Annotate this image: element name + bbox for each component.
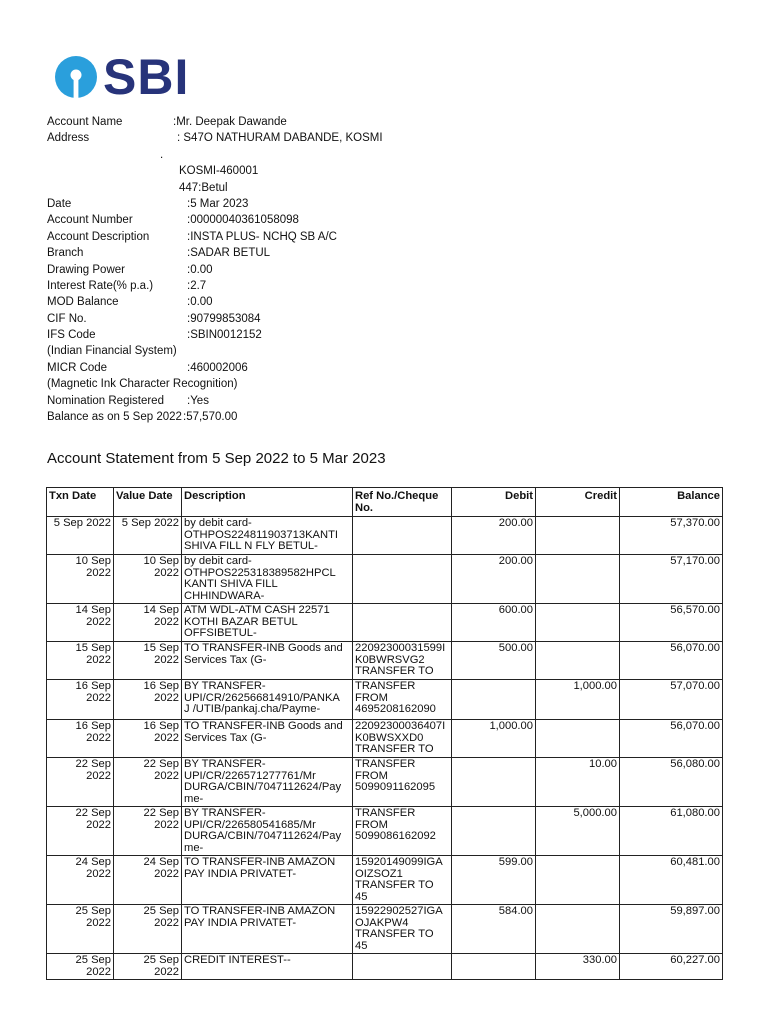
description-cell <box>182 555 353 604</box>
debit-cell <box>452 954 536 980</box>
credit-cell: 10.00 <box>536 758 620 807</box>
sbi-keyhole-icon <box>55 56 97 98</box>
ref-no-cell-line: 22092300036407I <box>355 720 446 732</box>
detail-value: :57,570.00 <box>183 411 238 424</box>
header-debit: Debit <box>452 488 536 517</box>
txn-date-cell-line: 2022 <box>86 566 111 579</box>
account-detail-row <box>47 343 727 359</box>
ref-no-cell <box>353 517 452 555</box>
value-date-cell <box>114 604 182 642</box>
detail-label: Nomination Registered <box>47 394 164 407</box>
ref-no-cell-line: 5099091162095 <box>355 781 436 793</box>
value-date-cell-line: 16 Sep <box>143 680 179 692</box>
description-cell-line: BY TRANSFER- <box>184 807 266 819</box>
detail-value: :5 Mar 2023 <box>187 197 249 210</box>
table-row <box>47 758 723 807</box>
description-cell <box>182 807 353 856</box>
table-row <box>47 680 723 720</box>
detail-label: MOD Balance <box>47 296 119 309</box>
table-row <box>47 517 723 555</box>
ref-no-cell <box>353 856 452 905</box>
description-cell-line: by debit card- <box>184 555 252 567</box>
debit-cell <box>452 758 536 807</box>
header-balance: Balance <box>620 488 723 517</box>
txn-date-cell-line: 2022 <box>86 867 111 880</box>
detail-value: :00000040361058098 <box>187 214 299 227</box>
description-cell-line: PAY INDIA PRIVATET- <box>184 867 297 880</box>
account-detail-row <box>47 393 727 409</box>
account-detail-row <box>47 376 727 392</box>
txn-date-cell-line: 15 Sep <box>75 642 111 654</box>
detail-value: :460002006 <box>187 361 248 374</box>
value-date-cell-line: 25 Sep <box>143 905 179 917</box>
description-cell-line: OFFSIBETUL- <box>184 627 257 639</box>
value-date-cell-line: 16 Sep <box>143 720 179 732</box>
value-date-cell-line: 2022 <box>154 769 179 782</box>
description-cell-line: UPI/CR/226580541685/Mr <box>184 818 316 831</box>
txn-date-cell-line: 2022 <box>86 653 111 666</box>
txn-date-cell-line: 25 Sep <box>75 954 111 966</box>
detail-value: :0.00 <box>187 296 213 309</box>
ref-no-cell-line: TRANSFER TO <box>355 743 434 755</box>
txn-date-cell <box>47 680 114 720</box>
description-cell-line: BY TRANSFER- <box>184 758 266 770</box>
value-date-cell-line: 2022 <box>154 691 179 704</box>
detail-label: (Indian Financial System) <box>47 345 177 358</box>
ref-no-cell <box>353 807 452 856</box>
description-cell-line: by debit card- <box>184 517 252 529</box>
txn-date-cell-line: 2022 <box>86 769 111 782</box>
description-cell-line: me- <box>184 841 204 854</box>
detail-value: :Yes <box>187 394 209 407</box>
value-date-cell-line: 5 Sep 2022 <box>121 517 179 529</box>
txn-date-cell <box>47 954 114 980</box>
txn-date-cell-line: 16 Sep <box>75 720 111 732</box>
description-cell-line: SHIVA FILL N FLY BETUL- <box>184 540 318 552</box>
balance-cell: 56,080.00 <box>620 758 723 807</box>
value-date-cell-line: 14 Sep <box>143 604 179 616</box>
ref-no-cell-line: TRANSFER <box>355 807 416 819</box>
debit-cell: 1,000.00 <box>452 720 536 758</box>
header-credit: Credit <box>536 488 620 517</box>
table-row <box>47 905 723 954</box>
credit-cell <box>536 856 620 905</box>
value-date-cell-line: 2022 <box>154 731 179 744</box>
value-date-cell-line: 2022 <box>154 653 179 666</box>
value-date-cell-line: 24 Sep <box>143 856 179 868</box>
description-cell <box>182 604 353 642</box>
debit-cell: 599.00 <box>452 856 536 905</box>
detail-value: KOSMI-460001 <box>179 165 259 178</box>
detail-label: Date <box>47 197 72 210</box>
value-date-cell <box>114 680 182 720</box>
description-cell <box>182 517 353 555</box>
txn-date-cell-line: 2022 <box>86 965 111 978</box>
debit-cell: 600.00 <box>452 604 536 642</box>
ref-no-cell-line: 15922902527IGA <box>355 905 443 917</box>
debit-cell: 200.00 <box>452 517 536 555</box>
balance-cell: 59,897.00 <box>620 905 723 954</box>
detail-value: . <box>160 148 164 161</box>
sbi-logo <box>55 49 190 105</box>
ref-no-cell <box>353 555 452 604</box>
balance-cell: 57,370.00 <box>620 517 723 555</box>
account-detail-row <box>47 294 727 310</box>
description-cell <box>182 954 353 980</box>
balance-cell: 60,481.00 <box>620 856 723 905</box>
txn-date-cell-line: 2022 <box>86 818 111 831</box>
credit-cell <box>536 720 620 758</box>
txn-date-cell-line: 24 Sep <box>75 856 111 868</box>
balance-cell: 60,227.00 <box>620 954 723 980</box>
detail-value: :90799853084 <box>187 312 261 325</box>
description-cell-line: PAY INDIA PRIVATET- <box>184 916 297 929</box>
txn-date-cell-line: 14 Sep <box>75 604 111 616</box>
account-detail-row <box>47 163 727 179</box>
ref-no-cell-line: FROM <box>355 818 388 831</box>
ref-no-cell-line: TRANSFER <box>355 680 416 692</box>
txn-date-cell <box>47 555 114 604</box>
description-cell <box>182 856 353 905</box>
ref-no-cell-line: OJAKPW4 <box>355 916 409 929</box>
value-date-cell <box>114 720 182 758</box>
table-row <box>47 856 723 905</box>
value-date-cell-line: 10 Sep <box>143 555 179 567</box>
description-cell-line: TO TRANSFER-INB Goods and <box>184 720 343 732</box>
table-row <box>47 720 723 758</box>
ref-no-cell-line: TRANSFER TO <box>355 928 434 940</box>
ref-no-cell-line: TRANSFER <box>355 758 416 770</box>
ref-no-cell <box>353 604 452 642</box>
ref-no-cell-line: 4695208162090 <box>355 703 436 715</box>
description-cell-line: KANTI SHIVA FILL <box>184 578 278 590</box>
detail-value: :2.7 <box>187 279 207 292</box>
table-row <box>47 555 723 604</box>
detail-label: Branch <box>47 247 84 260</box>
txn-date-cell <box>47 517 114 555</box>
txn-date-cell-line: 22 Sep <box>75 758 111 770</box>
value-date-cell <box>114 555 182 604</box>
value-date-cell-line: 2022 <box>154 965 179 978</box>
account-detail-row <box>47 409 727 425</box>
table-header-row <box>47 488 723 517</box>
ref-no-cell-line: K0BWSXXD0 <box>355 731 424 744</box>
ref-no-cell <box>353 680 452 720</box>
txn-date-cell-line: 25 Sep <box>75 905 111 917</box>
account-detail-row <box>47 196 727 212</box>
ref-no-cell-line: 22092300031599I <box>355 642 446 654</box>
balance-cell: 57,070.00 <box>620 680 723 720</box>
ref-no-cell <box>353 954 452 980</box>
detail-label: Drawing Power <box>47 263 125 276</box>
value-date-cell <box>114 642 182 680</box>
detail-label: Account Number <box>47 214 133 227</box>
account-detail-row <box>47 147 727 163</box>
detail-label: Balance as on 5 Sep 2022 <box>47 411 182 424</box>
txn-date-cell <box>47 758 114 807</box>
value-date-cell-line: 2022 <box>154 818 179 831</box>
statement-table <box>46 487 723 980</box>
credit-cell: 5,000.00 <box>536 807 620 856</box>
description-cell-line: UPI/CR/262566814910/PANKA <box>184 691 340 704</box>
description-cell <box>182 720 353 758</box>
value-date-cell <box>114 807 182 856</box>
txn-date-cell <box>47 856 114 905</box>
account-detail-row <box>47 180 727 196</box>
value-date-cell-line: 2022 <box>154 615 179 628</box>
credit-cell <box>536 642 620 680</box>
header-txn-date: Txn Date <box>47 488 114 517</box>
debit-cell <box>452 680 536 720</box>
ref-no-cell-line: 5099086162092 <box>355 830 436 842</box>
header-value-date: Value Date <box>114 488 182 517</box>
credit-cell: 1,000.00 <box>536 680 620 720</box>
description-cell-line: Services Tax (G- <box>184 653 267 666</box>
description-cell <box>182 680 353 720</box>
detail-label: Interest Rate(% p.a.) <box>47 279 154 292</box>
description-cell-line: DURGA/CBIN/7047112624/Pay <box>184 781 342 793</box>
ref-no-cell-line: 45 <box>355 939 368 952</box>
detail-label: (Magnetic Ink Character Recognition) <box>47 378 238 391</box>
account-detail-row <box>47 212 727 228</box>
description-cell <box>182 905 353 954</box>
txn-date-cell <box>47 642 114 680</box>
txn-date-cell-line: 22 Sep <box>75 807 111 819</box>
account-detail-row <box>47 278 727 294</box>
ref-no-cell-line: FROM <box>355 691 388 704</box>
balance-cell: 57,170.00 <box>620 555 723 604</box>
ref-no-cell <box>353 642 452 680</box>
ref-no-cell <box>353 720 452 758</box>
description-cell-line: KOTHI BAZAR BETUL <box>184 615 298 628</box>
description-cell-line: OTHPOS224811903713KANTI <box>184 528 339 541</box>
credit-cell <box>536 604 620 642</box>
ref-no-cell-line: 45 <box>355 890 368 903</box>
detail-value: :SADAR BETUL <box>187 247 271 260</box>
ref-no-cell-line: OIZSOZ1 <box>355 867 403 880</box>
description-cell-line: TO TRANSFER-INB AMAZON <box>184 856 336 868</box>
value-date-cell-line: 2022 <box>154 566 179 579</box>
balance-cell: 56,570.00 <box>620 604 723 642</box>
credit-cell: 330.00 <box>536 954 620 980</box>
brand-name: SBI <box>103 49 190 105</box>
value-date-cell <box>114 758 182 807</box>
ref-no-cell-line: 15920149099IGA <box>355 856 443 868</box>
description-cell-line: UPI/CR/226571277761/Mr <box>184 769 316 782</box>
txn-date-cell-line: 10 Sep <box>75 555 111 567</box>
credit-cell <box>536 517 620 555</box>
table-row <box>47 954 723 980</box>
value-date-cell <box>114 517 182 555</box>
account-detail-row <box>47 327 727 343</box>
value-date-cell-line: 15 Sep <box>143 642 179 654</box>
txn-date-cell <box>47 604 114 642</box>
description-cell <box>182 642 353 680</box>
description-cell-line: BY TRANSFER- <box>184 680 266 692</box>
account-detail-row <box>47 311 727 327</box>
txn-date-cell-line: 2022 <box>86 615 111 628</box>
description-cell-line: Services Tax (G- <box>184 731 267 744</box>
value-date-cell <box>114 954 182 980</box>
debit-cell <box>452 807 536 856</box>
value-date-cell <box>114 905 182 954</box>
detail-label: IFS Code <box>47 329 96 342</box>
txn-date-cell-line: 16 Sep <box>75 680 111 692</box>
detail-label: CIF No. <box>47 312 87 325</box>
value-date-cell-line: 2022 <box>154 867 179 880</box>
description-cell <box>182 758 353 807</box>
description-cell-line: TO TRANSFER-INB Goods and <box>184 642 343 654</box>
detail-label: MICR Code <box>47 361 108 374</box>
detail-label: Account Name <box>47 116 123 128</box>
statement-title: Account Statement from 5 Sep 2022 to 5 Mar 2023 <box>47 450 386 467</box>
detail-value: 447:Betul <box>179 181 228 194</box>
value-date-cell-line: 22 Sep <box>143 807 179 819</box>
description-cell-line: CHHINDWARA- <box>184 589 265 602</box>
description-cell-line: ATM WDL-ATM CASH 22571 <box>184 604 330 616</box>
detail-value: :SBIN0012152 <box>187 329 262 342</box>
txn-date-cell <box>47 807 114 856</box>
detail-label: Address <box>47 132 90 145</box>
detail-value: :0.00 <box>187 263 213 276</box>
credit-cell <box>536 905 620 954</box>
account-detail-row <box>47 114 727 130</box>
account-detail-row <box>47 360 727 376</box>
description-cell-line: CREDIT INTEREST-- <box>184 954 291 966</box>
ref-no-cell-line: TRANSFER TO <box>355 665 434 677</box>
table-row <box>47 604 723 642</box>
account-detail-row <box>47 229 727 245</box>
value-date-cell-line: 25 Sep <box>143 954 179 966</box>
balance-cell: 56,070.00 <box>620 720 723 758</box>
account-detail-row <box>47 130 727 146</box>
account-details <box>47 114 727 425</box>
txn-date-cell-line: 5 Sep 2022 <box>53 517 111 529</box>
ref-no-cell-line: FROM <box>355 769 388 782</box>
debit-cell: 200.00 <box>452 555 536 604</box>
description-cell-line: OTHPOS225318389582HPCL <box>184 566 336 579</box>
header-description: Description <box>182 488 353 517</box>
table-row <box>47 642 723 680</box>
header-ref-no: Ref No./Cheque No. <box>353 488 452 517</box>
description-cell-line: DURGA/CBIN/7047112624/Pay <box>184 830 342 842</box>
value-date-cell <box>114 856 182 905</box>
txn-date-cell-line: 2022 <box>86 731 111 744</box>
balance-cell: 56,070.00 <box>620 642 723 680</box>
txn-date-cell <box>47 905 114 954</box>
ref-no-cell <box>353 758 452 807</box>
debit-cell: 500.00 <box>452 642 536 680</box>
description-cell-line: J /UTIB/pankaj.cha/Payme- <box>184 703 321 715</box>
ref-no-cell <box>353 905 452 954</box>
ref-no-cell-line: K0BWRSVG2 <box>355 653 425 666</box>
detail-value: : S47O NATHURAM DABANDE, KOSMI <box>177 132 383 145</box>
balance-cell: 61,080.00 <box>620 807 723 856</box>
txn-date-cell-line: 2022 <box>86 691 111 704</box>
table-row <box>47 807 723 856</box>
description-cell-line: me- <box>184 792 204 805</box>
account-detail-row <box>47 262 727 278</box>
description-cell-line: TO TRANSFER-INB AMAZON <box>184 905 336 917</box>
credit-cell <box>536 555 620 604</box>
account-detail-row <box>47 245 727 261</box>
txn-date-cell <box>47 720 114 758</box>
detail-value: :Mr. Deepak Dawande <box>173 116 287 128</box>
ref-no-cell-line: TRANSFER TO <box>355 879 434 891</box>
value-date-cell-line: 22 Sep <box>143 758 179 770</box>
debit-cell: 584.00 <box>452 905 536 954</box>
txn-date-cell-line: 2022 <box>86 916 111 929</box>
detail-value: :INSTA PLUS- NCHQ SB A/C <box>187 230 337 243</box>
value-date-cell-line: 2022 <box>154 916 179 929</box>
detail-label: Account Description <box>47 230 150 243</box>
